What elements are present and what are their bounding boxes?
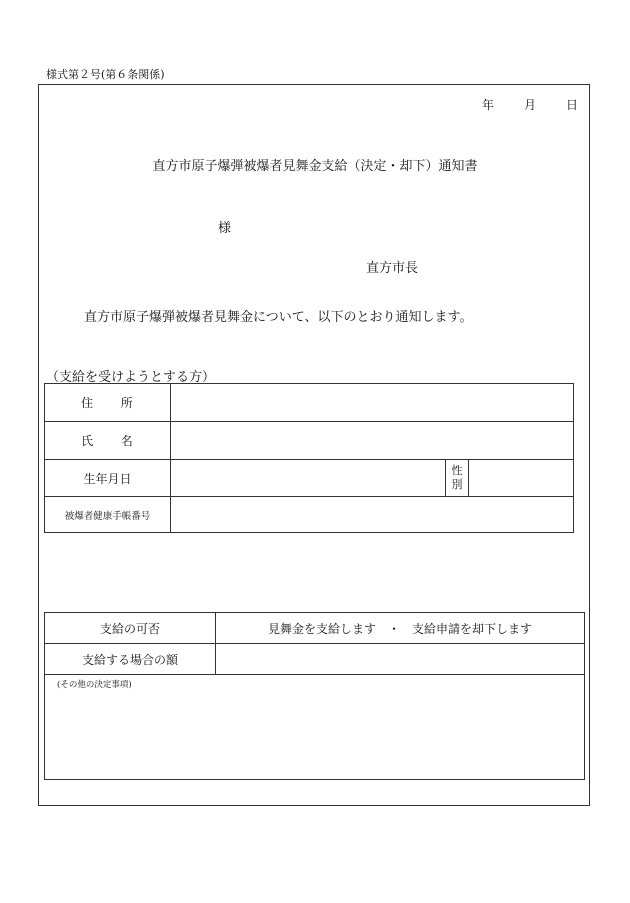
- name-field[interactable]: [171, 422, 574, 460]
- birthdate-field[interactable]: [171, 460, 446, 497]
- other-decisions-label: (その他の決定事項): [57, 680, 132, 690]
- decision-table: [44, 612, 585, 780]
- recipient-table: [44, 383, 574, 533]
- sex-label-char-2: 別: [451, 478, 463, 491]
- address-label: 住 所: [45, 384, 171, 422]
- date-line: [482, 96, 578, 113]
- sex-label-char-1: 性: [451, 464, 463, 477]
- name-label: 氏 名: [45, 422, 171, 460]
- sex-field[interactable]: [469, 460, 574, 497]
- sex-label: [446, 460, 469, 497]
- issuer: 直方市長: [366, 261, 419, 276]
- date-month: 月: [524, 98, 537, 112]
- date-year: 年: [482, 98, 495, 112]
- approval-label: 支給の可否: [45, 613, 216, 644]
- form-number: 様式第２号(第６条関係): [46, 68, 165, 81]
- recipient-section-label: （支給を受けようとする方）: [46, 370, 216, 385]
- amount-field[interactable]: [216, 644, 585, 675]
- amount-label: 支給する場合の額: [45, 644, 216, 675]
- address-field[interactable]: [171, 384, 574, 422]
- notebook-number-label: 被爆者健康手帳番号: [45, 497, 171, 533]
- addressee-suffix: 様: [218, 221, 232, 236]
- notice-text: 直方市原子爆弾被爆者見舞金について、以下のとおり通知します。: [84, 310, 473, 325]
- notebook-number-field[interactable]: [171, 497, 574, 533]
- document-title: 直方市原子爆弾被爆者見舞金支給（決定・却下）通知書: [152, 159, 478, 174]
- approval-options[interactable]: 見舞金を支給します ・ 支給申請を却下します: [216, 613, 585, 644]
- date-day: 日: [566, 98, 579, 112]
- birthdate-label: 生年月日: [45, 460, 171, 497]
- other-decisions-field[interactable]: [45, 675, 585, 780]
